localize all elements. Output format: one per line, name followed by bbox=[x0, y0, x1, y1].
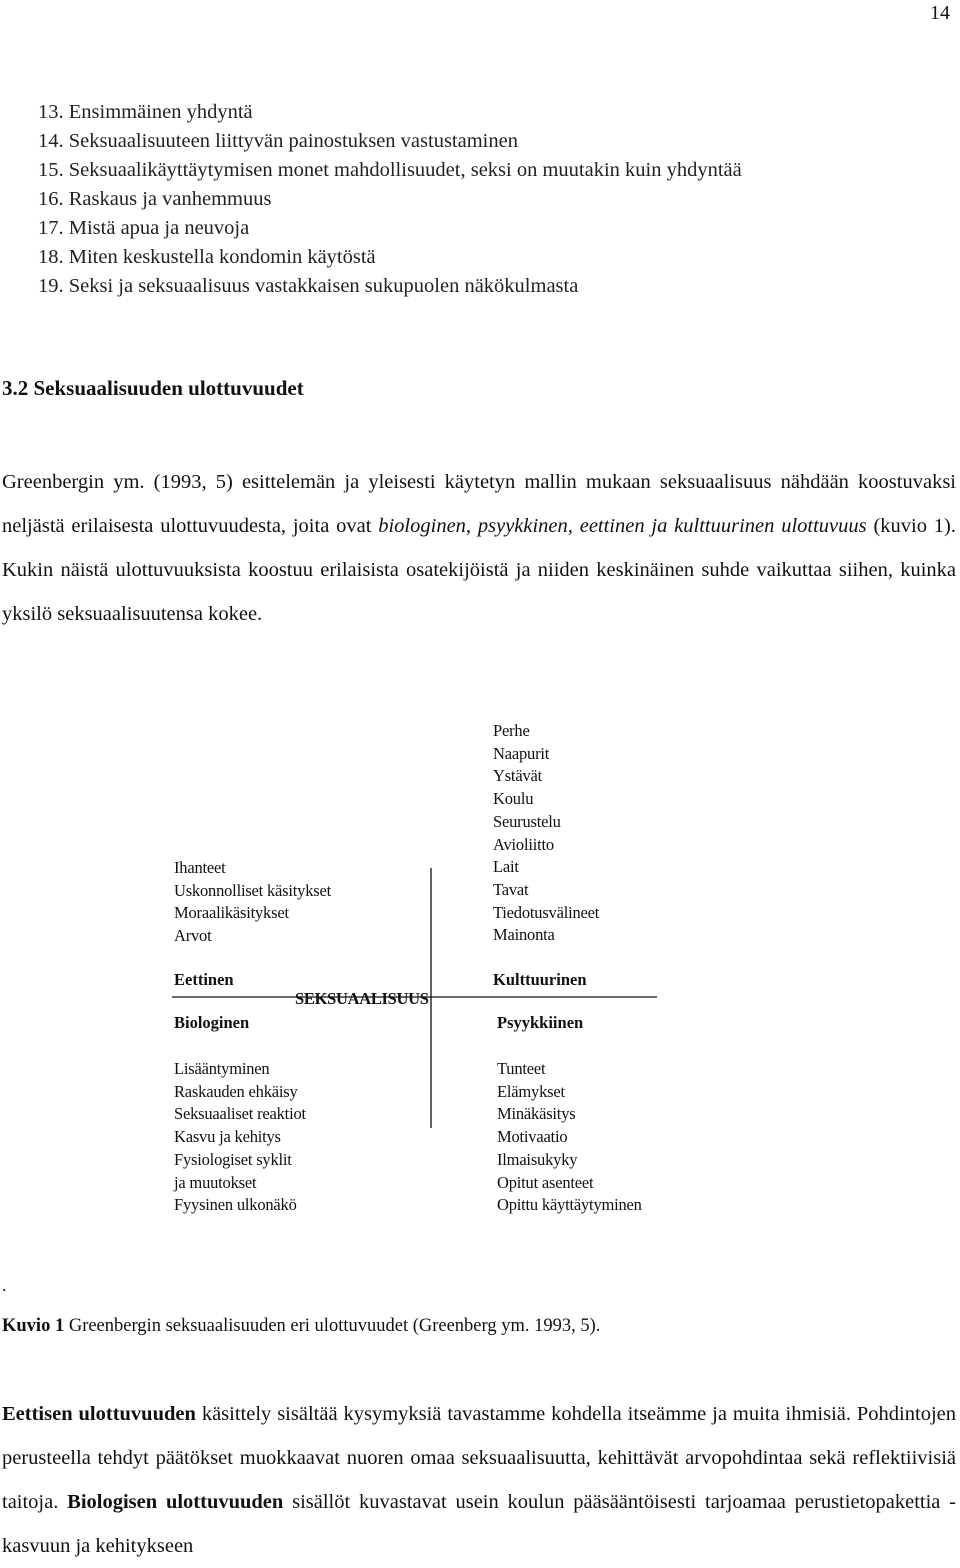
list-item: Elämykset bbox=[497, 1081, 565, 1101]
psychological-items-list bbox=[497, 1058, 642, 1217]
list-item: 15. Seksuaalikäyttäytymisen monet mahdollisuudet, seksi on muutakin kuin yhdyntää bbox=[38, 159, 742, 181]
cultural-items-list bbox=[493, 720, 599, 947]
list-item: Opittu käyttäytyminen bbox=[497, 1195, 642, 1215]
paragraph-italic-dimensions: biologinen, psyykkinen, eettinen ja kulttuurinen ulottuvuus bbox=[378, 515, 867, 537]
list-item: Koulu bbox=[493, 789, 534, 809]
sexuality-dimensions-diagram bbox=[0, 700, 960, 1240]
stray-dot: . bbox=[2, 1275, 7, 1295]
paragraph-text: (kuvio 1). Kukin näistä ulottuvuuksista koostuu erilaisista osatekijöistä ja niiden keskinäinen suhde vaikuttaa siihen, kuinka yksilö seksuaalisuutensa kokee. bbox=[2, 515, 956, 625]
list-item: Arvot bbox=[174, 926, 212, 946]
list-item: Minäkäsitys bbox=[497, 1104, 576, 1124]
section-heading: 3.2 Seksuaalisuuden ulottuvuudet bbox=[2, 376, 304, 400]
list-item: Naapurit bbox=[493, 743, 550, 763]
list-item: 17. Mistä apua ja neuvoja bbox=[38, 217, 250, 239]
list-item: Fyysinen ulkonäkö bbox=[174, 1195, 297, 1215]
list-item: Lisääntyminen bbox=[174, 1059, 270, 1078]
list-item: Ihanteet bbox=[174, 858, 226, 877]
paragraph-text: Greenbergin ym. (1993, 5) esittelemän ja yleisesti käytetyn mallin mukaan seksuaalisuus nähdään koostuvaksi neljästä erilaisesta ulottuvuudesta, joita ovat bbox=[2, 471, 956, 537]
list-item: Avioliitto bbox=[493, 834, 554, 854]
list-item: Tiedotusvälineet bbox=[493, 902, 600, 922]
list-item: ja muutokset bbox=[174, 1172, 257, 1192]
list-item: 18. Miten keskustella kondomin käytöstä bbox=[38, 246, 376, 268]
figure-caption bbox=[2, 1316, 600, 1337]
biological-dimension-label: Biologinen bbox=[174, 1013, 250, 1032]
list-item: Ystävät bbox=[493, 766, 543, 786]
page-number: 14 bbox=[930, 2, 950, 24]
list-item: Seurustelu bbox=[493, 811, 561, 831]
paragraph-bold-term: Eettisen ulottuvuuden bbox=[2, 1403, 196, 1425]
biological-items-list bbox=[174, 1058, 306, 1217]
list-item: Perhe bbox=[493, 721, 530, 740]
list-item: Tavat bbox=[493, 879, 529, 899]
topic-list bbox=[38, 98, 742, 301]
caption-label: Kuvio 1 bbox=[2, 1316, 65, 1336]
body-paragraph-ethical bbox=[2, 1392, 956, 1568]
list-item: Seksuaaliset reaktiot bbox=[174, 1104, 306, 1124]
list-item: Mainonta bbox=[493, 925, 555, 945]
caption-text: Greenbergin seksuaalisuuden eri ulottuvuudet (Greenberg ym. 1993, 5). bbox=[64, 1316, 601, 1336]
ethical-dimension-label: Eettinen bbox=[174, 970, 234, 989]
cultural-dimension-label: Kulttuurinen bbox=[493, 970, 587, 989]
list-item: Motivaatio bbox=[497, 1127, 568, 1147]
ethical-items-list bbox=[174, 857, 331, 948]
paragraph-bold-term: Biologisen ulottuvuuden bbox=[67, 1491, 284, 1513]
list-item: 16. Raskaus ja vanhemmuus bbox=[38, 188, 272, 210]
body-paragraph-dimensions bbox=[2, 460, 956, 636]
list-item: 14. Seksuaalisuuteen liittyvän painostuksen vastustaminen bbox=[38, 130, 518, 152]
list-item: Kasvu ja kehitys bbox=[174, 1127, 281, 1147]
list-item: Uskonnolliset käsitykset bbox=[174, 880, 331, 900]
psychological-dimension-label: Psyykkiinen bbox=[497, 1013, 584, 1032]
list-item: Moraalikäsitykset bbox=[174, 903, 289, 923]
list-item: Opitut asenteet bbox=[497, 1172, 594, 1192]
diagram-axes bbox=[0, 700, 960, 1240]
list-item: Fysiologiset syklit bbox=[174, 1149, 292, 1169]
list-item: 19. Seksi ja seksuaalisuus vastakkaisen sukupuolen näkökulmasta bbox=[38, 275, 579, 297]
list-item: 13. Ensimmäinen yhdyntä bbox=[38, 101, 253, 123]
sexuality-center-label: SEKSUAALISUUS bbox=[295, 989, 429, 1008]
paragraph-text: käsittely sisältää kysymyksiä tavastamme kohdella itseämme ja muita ihmisiä. Pohdintojen perusteella tehdyt päätökset muokkaavat nuoren omaa seksuaalisuutta, kehittävät arvopohdintaa sekä reflektiivisiä taitoja. bbox=[2, 1403, 956, 1513]
list-item: Ilmaisukyky bbox=[497, 1149, 578, 1169]
list-item: Tunteet bbox=[497, 1059, 546, 1078]
list-item: Raskauden ehkäisy bbox=[174, 1081, 298, 1101]
paragraph-text: sisällöt kuvastavat usein koulun pääsääntöisesti tarjoamaa perustietopakettia - kasvuun ja kehitykseen bbox=[2, 1491, 957, 1557]
list-item: Lait bbox=[493, 857, 519, 877]
